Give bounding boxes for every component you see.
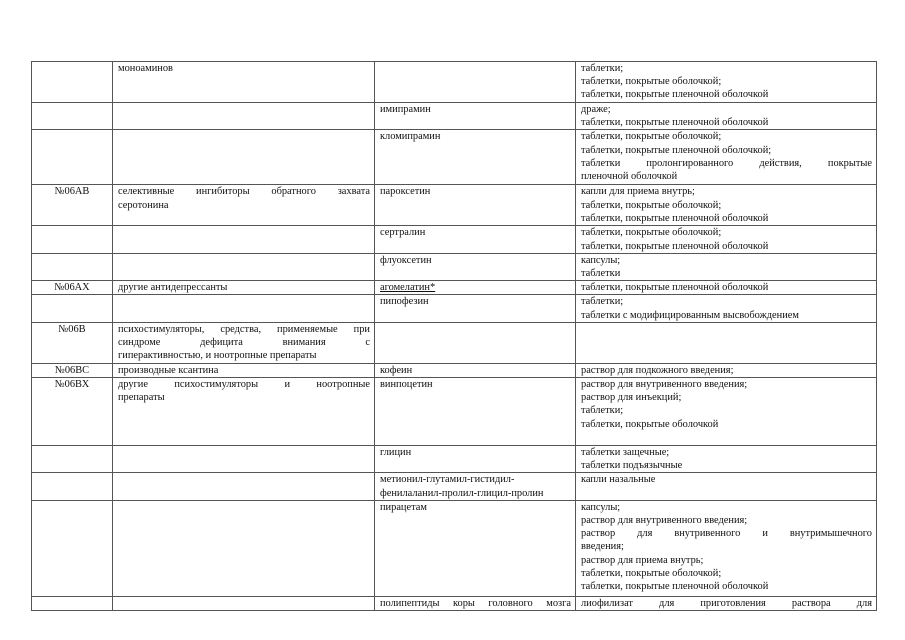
- dosage-form: раствор для внутривенного и внутримышечного: [581, 528, 872, 540]
- dosage-form: таблетки;: [581, 296, 624, 308]
- atc-code-cell: [32, 253, 113, 280]
- pharmacological-group-cell: [113, 378, 375, 446]
- table-row: [32, 378, 877, 446]
- dosage-form: раствор для подкожного введения;: [581, 364, 734, 376]
- drug-name-cell: [375, 226, 576, 253]
- dosage-form: таблетки защечные;: [581, 447, 670, 459]
- atc-code: №06В: [58, 323, 86, 335]
- dosage-form: таблетки, покрытые оболочкой: [581, 418, 719, 430]
- drug-name: имипрамин: [380, 104, 431, 115]
- drug-name-cell: [375, 446, 576, 473]
- pharmacological-group-cell: [113, 130, 375, 185]
- drug-name: метионил-глутамил-гистидил-: [380, 474, 515, 486]
- dosage-form: таблетки, покрытые пленочной оболочкой: [581, 581, 769, 593]
- pharmacological-group: моноаминов: [118, 63, 173, 74]
- pharmacological-group: синдроме дефицита внимания с: [118, 337, 370, 349]
- dosage-form: таблетки, покрытые пленочной оболочкой;: [581, 144, 772, 156]
- atc-code-cell: [32, 473, 113, 500]
- dosage-form: таблетки: [581, 268, 621, 280]
- drug-name: пирацетам: [380, 501, 427, 513]
- pharmacological-group: селективные ингибиторы обратного захвата: [118, 186, 370, 198]
- pharmacological-group-cell: [113, 103, 375, 130]
- drug-name: кофеин: [380, 364, 413, 376]
- table-row: [32, 103, 877, 130]
- pharmacological-group-cell: [113, 363, 375, 377]
- table-row: [32, 281, 877, 295]
- atc-code-cell: [32, 130, 113, 185]
- dosage-form: таблетки, покрытые пленочной оболочкой: [581, 89, 769, 101]
- drug-name-cell: [375, 185, 576, 226]
- dosage-form: лиофилизат для приготовления раствора для: [581, 597, 872, 609]
- medication-table: [31, 61, 877, 611]
- pharmacological-group: серотонина: [118, 199, 169, 211]
- table-row: [32, 295, 877, 322]
- dosage-form-cell: [576, 103, 877, 130]
- dosage-form-cell: [576, 500, 877, 596]
- drug-name-cell: [375, 130, 576, 185]
- table-row: [32, 363, 877, 377]
- pharmacological-group: психостимуляторы, средства, применяемые при: [118, 323, 370, 335]
- drug-name: сертралин: [380, 227, 426, 239]
- dosage-form: таблетки, покрытые оболочкой;: [581, 76, 722, 88]
- pharmacological-group-cell: [113, 281, 375, 295]
- pharmacological-group: другие антидепрессанты: [118, 282, 228, 294]
- drug-name: агомелатин*: [380, 282, 436, 294]
- table-row: [32, 500, 877, 596]
- atc-code-cell: [32, 103, 113, 130]
- atc-code-cell: [32, 295, 113, 322]
- dosage-form: введения;: [581, 541, 624, 553]
- dosage-form: раствор для внутривенного введения;: [581, 379, 748, 391]
- atc-code-cell: [32, 226, 113, 253]
- drug-name-cell: [375, 378, 576, 446]
- atc-code-cell: [32, 281, 113, 295]
- dosage-form: таблетки, покрытые пленочной оболочкой: [581, 282, 769, 294]
- dosage-form: таблетки;: [581, 405, 624, 417]
- pharmacological-group-cell: [113, 62, 375, 103]
- atc-code: №06АВ: [54, 186, 90, 198]
- dosage-form: раствор для инъекций;: [581, 392, 682, 404]
- table-row: [32, 185, 877, 226]
- atc-code-cell: [32, 446, 113, 473]
- pharmacological-group-cell: [113, 295, 375, 322]
- dosage-form: таблетки, покрытые пленочной оболочкой: [581, 117, 769, 129]
- drug-name: кломипрамин: [380, 131, 441, 143]
- pharmacological-group-cell: [113, 253, 375, 280]
- pharmacological-group-cell: [113, 596, 375, 610]
- dosage-form-cell: [576, 378, 877, 446]
- dosage-form: раствор для внутривенного введения;: [581, 515, 748, 527]
- dosage-form-cell: [576, 363, 877, 377]
- drug-name-cell: [375, 295, 576, 322]
- table-row: [32, 62, 877, 103]
- table-row: [32, 473, 877, 500]
- drug-name: пароксетин: [380, 186, 431, 198]
- dosage-form: таблетки, покрытые пленочной оболочкой: [581, 212, 769, 224]
- dosage-form: таблетки, покрытые пленочной оболочкой: [581, 240, 769, 252]
- dosage-form: таблетки пролонгированного действия, покрытые: [581, 157, 872, 169]
- drug-name-cell: [375, 103, 576, 130]
- pharmacological-group-cell: [113, 185, 375, 226]
- atc-code: №06ВХ: [54, 379, 90, 391]
- dosage-form-cell: [576, 226, 877, 253]
- atc-code-cell: [32, 500, 113, 596]
- pharmacological-group-cell: [113, 226, 375, 253]
- dosage-form: капли назальные: [581, 474, 656, 486]
- dosage-form: таблетки с модифицированным высвобождением: [581, 309, 799, 321]
- table-row: [32, 130, 877, 185]
- drug-name-cell: [375, 596, 576, 610]
- pharmacological-group: гиперактивностью, и ноотропные препараты: [118, 350, 317, 362]
- pharmacological-group: другие психостимуляторы и ноотропные: [118, 379, 370, 391]
- atc-code-cell: [32, 322, 113, 363]
- dosage-form-cell: [576, 62, 877, 103]
- drug-name-cell: [375, 253, 576, 280]
- dosage-form: таблетки, покрытые оболочкой;: [581, 567, 722, 579]
- atc-code: №06АХ: [54, 282, 90, 294]
- dosage-form-cell: [576, 185, 877, 226]
- pharmacological-group: производные ксантина: [118, 364, 219, 376]
- table-row: [32, 226, 877, 253]
- drug-name: винпоцетин: [380, 379, 433, 391]
- dosage-form-cell: [576, 596, 877, 610]
- drug-name: пипофезин: [380, 296, 429, 308]
- drug-name: полипептиды коры головного мозга: [380, 597, 571, 609]
- drug-name: флуоксетин: [380, 254, 432, 266]
- atc-code-cell: [32, 378, 113, 446]
- drug-name-cell: [375, 500, 576, 596]
- atc-code-cell: [32, 185, 113, 226]
- dosage-form: таблетки, покрытые оболочкой;: [581, 131, 722, 143]
- dosage-form-cell: [576, 253, 877, 280]
- dosage-form: таблетки;: [581, 63, 624, 74]
- dosage-form-cell: [576, 130, 877, 185]
- atc-code-cell: [32, 363, 113, 377]
- drug-name: фенилаланил-пролил-глицил-пролин: [380, 487, 544, 499]
- dosage-form-cell: [576, 473, 877, 500]
- table-row: [32, 253, 877, 280]
- dosage-form-cell: [576, 322, 877, 363]
- dosage-form: таблетки, покрытые оболочкой;: [581, 227, 722, 239]
- table-row: [32, 446, 877, 473]
- medication-table-body: [32, 62, 877, 611]
- dosage-form-cell: [576, 281, 877, 295]
- pharmacological-group-cell: [113, 473, 375, 500]
- drug-name-cell: [375, 363, 576, 377]
- dosage-form: пленочной оболочкой: [581, 171, 678, 183]
- drug-name-cell: [375, 281, 576, 295]
- drug-name-cell: [375, 62, 576, 103]
- drug-name-cell: [375, 473, 576, 500]
- dosage-form: капсулы;: [581, 501, 621, 513]
- pharmacological-group-cell: [113, 500, 375, 596]
- dosage-form: капсулы;: [581, 254, 621, 266]
- atc-code-cell: [32, 596, 113, 610]
- dosage-form-cell: [576, 295, 877, 322]
- pharmacological-group-cell: [113, 446, 375, 473]
- dosage-form: капли для приема внутрь;: [581, 186, 695, 198]
- atc-code-cell: [32, 62, 113, 103]
- drug-name-cell: [375, 322, 576, 363]
- pharmacological-group: препараты: [118, 392, 165, 404]
- dosage-form: таблетки, покрытые оболочкой;: [581, 199, 722, 211]
- table-row: [32, 596, 877, 610]
- dosage-form-cell: [576, 446, 877, 473]
- drug-name: глицин: [380, 447, 412, 459]
- atc-code: №06ВС: [54, 364, 90, 376]
- dosage-form: раствор для приема внутрь;: [581, 554, 704, 566]
- pharmacological-group-cell: [113, 322, 375, 363]
- table-row: [32, 322, 877, 363]
- dosage-form: таблетки подъязычные: [581, 460, 683, 472]
- dosage-form: драже;: [581, 104, 611, 115]
